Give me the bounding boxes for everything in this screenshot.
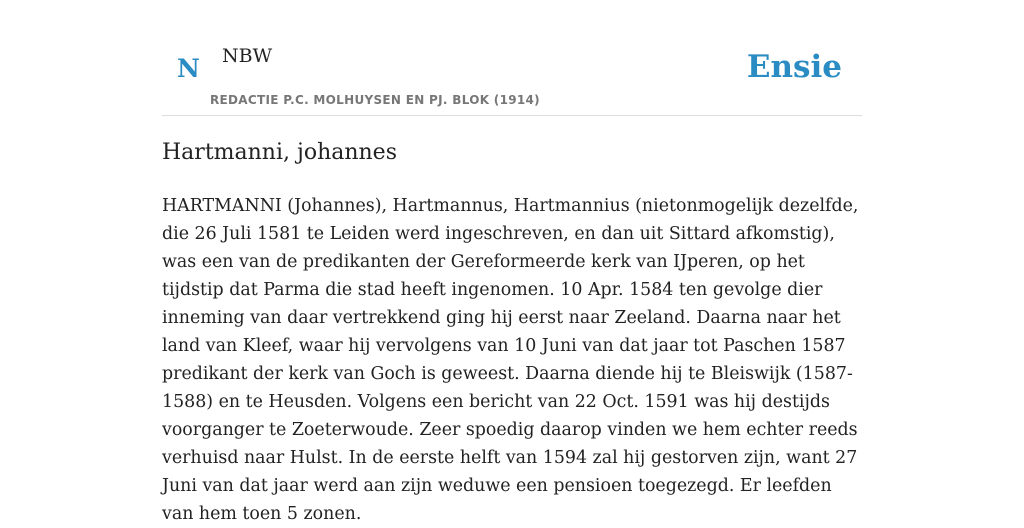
source-header <box>162 0 862 116</box>
article-title: Hartmanni, johannes <box>162 140 397 165</box>
source-code[interactable]: NBW <box>222 45 273 67</box>
source-logo[interactable]: N <box>177 54 200 83</box>
source-subtitle: REDACTIE P.C. MOLHUYSEN EN PJ. BLOK (1914) <box>210 93 540 107</box>
brand-logo[interactable]: Ensie <box>746 49 842 85</box>
page <box>162 0 862 524</box>
article-body: HARTMANNI (Johannes), Hartmannus, Hartmannius (nietonmogelijk dezelfde, die 26 Juli 1581 te Leiden werd ingeschreven, en dan uit Sittard afkomstig), was een van de predikanten der Gereformeerde kerk van IJperen, op het tijdstip dat Parma die stad heeft ingenomen. 10 Apr. 1584 ten gevolge dier inneming van daar vertrekkend ging hij eerst naar Zeeland. Daarna naar het land van Kleef, waar hij vervolgens van 10 Juni van dat jaar tot Paschen 1587 predikant der kerk van Goch is geweest. Daarna diende hij te Bleiswijk (1587-1588) en te Heusden. Volgens een bericht van 22 Oct. 1591 was hij destijds voorganger te Zoeterwoude. Zeer spoedig daarop vinden we hem echter reeds verhuisd naar Hulst. In de eerste helft van 1594 zal hij gestorven zijn, want 27 Juni van dat jaar werd aan zijn weduwe een pensioen toegezegd. Er leefden van hem toen 5 zonen. <box>162 196 859 524</box>
